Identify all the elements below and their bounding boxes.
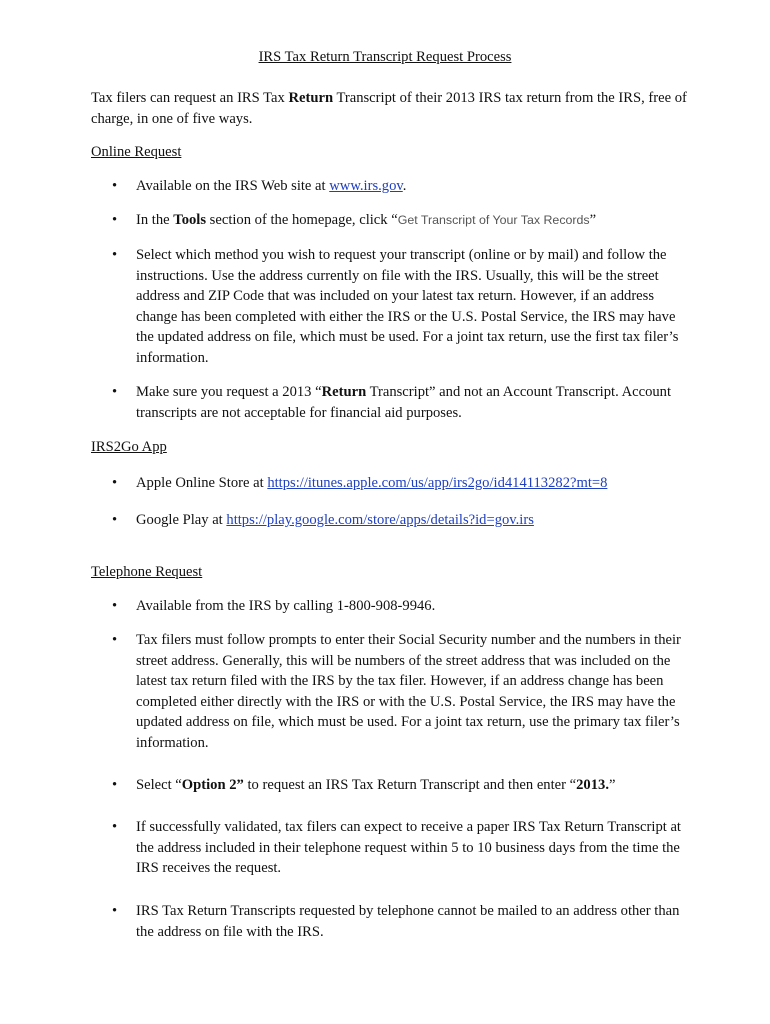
online-item-tools-bold: Tools xyxy=(173,212,207,228)
online-item-return-pre: Make sure you request a 2013 “ xyxy=(136,384,322,400)
bullet: • xyxy=(112,384,118,400)
irs2go-heading: IRS2Go App xyxy=(91,439,167,455)
online-item-website-suffix: . xyxy=(402,178,407,194)
phone-item-option-bold1: Option 2” xyxy=(181,777,244,793)
phone-item-validated-text: If successfully validated, tax filers can expect to receive a paper IRS Tax Return Transcript at the address included in their telephone request within 5 to 10 business days from the time the IRS receives the request. xyxy=(136,819,681,877)
intro-bold-return: Return xyxy=(288,90,334,106)
get-transcript-link[interactable]: Get Transcript of Your Tax Records xyxy=(397,213,590,227)
phone-item-prompts xyxy=(112,630,692,754)
online-item-method xyxy=(112,245,692,369)
online-item-tools-pre: In the xyxy=(136,212,174,228)
telephone-request-heading: Telephone Request xyxy=(91,564,203,580)
bullet: • xyxy=(112,777,118,793)
phone-item-call xyxy=(112,596,692,617)
phone-item-call-text: Available from the IRS by calling 1-800-908-9946. xyxy=(136,598,436,614)
online-item-website-text: Available on the IRS Web site at xyxy=(136,178,330,194)
bullet: • xyxy=(112,632,118,648)
phone-item-option-pre: Select “ xyxy=(136,777,182,793)
online-request-heading: Online Request xyxy=(91,144,182,160)
bullet: • xyxy=(112,247,118,263)
bullet: • xyxy=(112,212,118,228)
bullet: • xyxy=(112,598,118,614)
app-item-apple-text: Apple Online Store at xyxy=(136,475,268,491)
app-item-apple xyxy=(112,473,692,494)
bullet: • xyxy=(112,512,118,528)
google-play-link[interactable]: https://play.google.com/store/apps/details?id=gov.irs xyxy=(226,512,534,528)
itunes-link[interactable]: https://itunes.apple.com/us/app/irs2go/id414113282?mt=8 xyxy=(267,475,608,491)
bullet: • xyxy=(112,903,118,919)
page-title: IRS Tax Return Transcript Request Process xyxy=(258,49,512,65)
phone-item-option-post: ” xyxy=(608,777,616,793)
phone-item-option-bold2: 2013. xyxy=(576,777,609,793)
app-item-google-text: Google Play at xyxy=(136,512,227,528)
intro-paragraph xyxy=(91,88,691,129)
phone-item-validated xyxy=(112,817,692,879)
phone-item-option-mid: to request an IRS Tax Return Transcript and then enter “ xyxy=(243,777,577,793)
bullet: • xyxy=(112,178,118,194)
bullet: • xyxy=(112,819,118,835)
online-item-method-text: Select which method you wish to request your transcript (online or by mail) and follow the instructions. Use the address currently on file with the IRS. Usually, this will be the street address and ZIP Code that was included on your latest tax return. However, if an address change has been completed with either the IRS or the U.S. Postal Service, the IRS may have the updated address on file, which must be used. For a joint tax return, use the first tax filer’s information. xyxy=(136,247,679,366)
irs-gov-link[interactable]: www.irs.gov xyxy=(329,178,403,194)
online-item-return-bold: Return xyxy=(321,384,367,400)
online-item-tools-mid: section of the homepage, click “ xyxy=(206,212,398,228)
online-item-website xyxy=(112,176,692,197)
phone-item-prompts-text: Tax filers must follow prompts to enter their Social Security number and the numbers in their street address. Generally, this will be numbers of the street address that was included on the latest tax return filed with the IRS by the tax filer. However, if an address change has been completed either directly with the IRS or with the U.S. Postal Service, the IRS may have the updated address on file, which must be used. For a joint tax return, use the primary tax filer’s information. xyxy=(136,632,681,751)
bullet: • xyxy=(112,475,118,491)
phone-item-option xyxy=(112,775,692,796)
online-item-return-post: Transcript” and not an Account Transcript. Account transcripts are not acceptable for financial aid purposes. xyxy=(136,384,672,421)
app-item-google xyxy=(112,510,692,531)
phone-item-mailing-text: IRS Tax Return Transcripts requested by telephone cannot be mailed to an address other than the address on file with the IRS. xyxy=(136,903,680,940)
online-item-tools xyxy=(112,210,692,231)
intro-text-1: Tax filers can request an IRS Tax xyxy=(91,90,289,106)
intro-text-2: Transcript of their 2013 IRS tax return from the IRS, free of charge, in one of five ways. xyxy=(91,90,687,127)
online-item-tools-post: ” xyxy=(589,212,597,228)
phone-item-mailing xyxy=(112,901,692,942)
online-item-return xyxy=(112,382,692,423)
